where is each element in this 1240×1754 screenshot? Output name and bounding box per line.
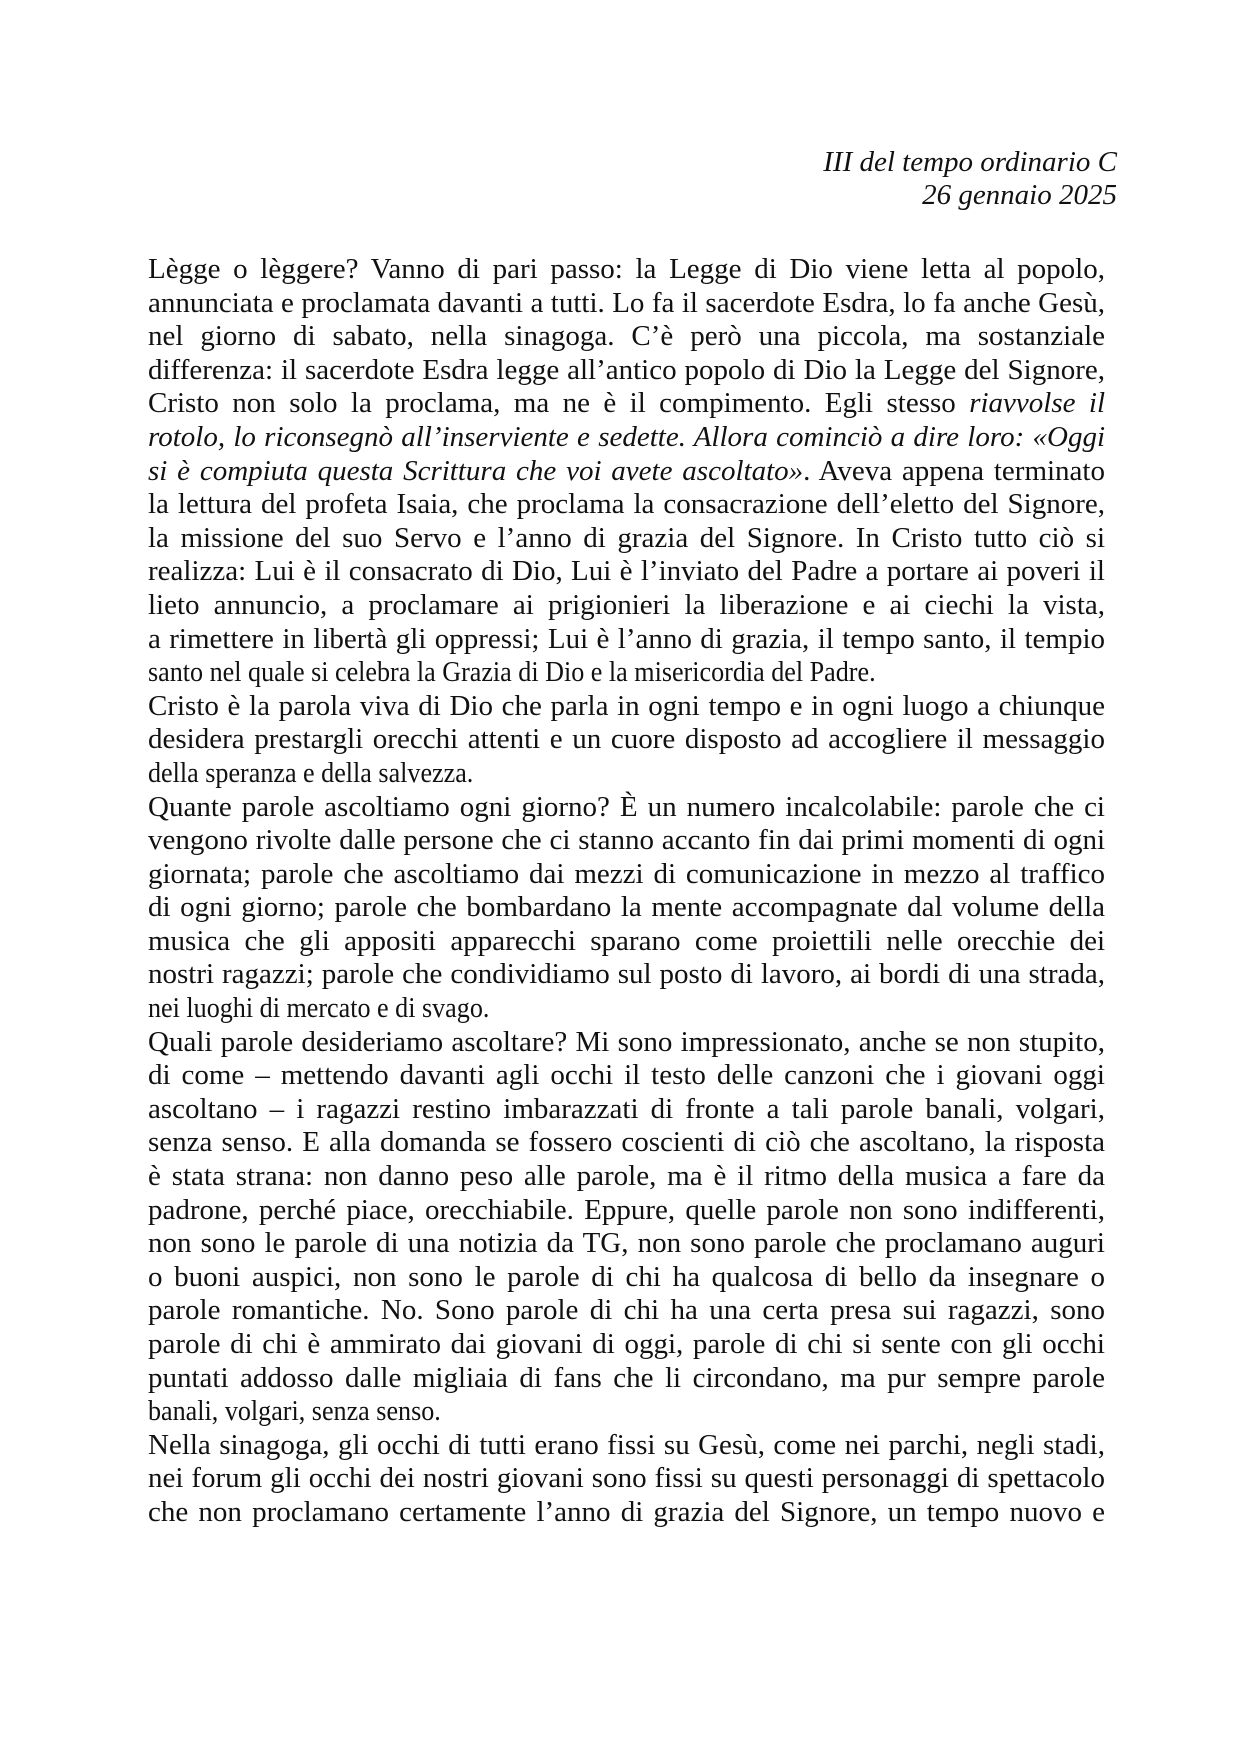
text-line [148,992,1105,1026]
text-run: Nella sinagoga, gli occhi di tutti erano fissi su Gesù, come nei parchi, negli stadi, [148,1428,1105,1461]
text-run: la lettura del profeta Isaia, che proclama la consacrazione dell’eletto del Signore, [148,488,1105,521]
text-line [148,1126,1105,1160]
text-run: padrone, perché piace, orecchiabile. Eppure, quelle parole non sono indifferenti, [148,1193,1105,1226]
text-run: parole romantiche. No. Sono parole di chi ha una certa presa sui ragazzi, sono [148,1294,1105,1327]
text-run: non sono le parole di una notizia da TG, non sono parole che proclamano auguri [148,1227,1105,1260]
homily-body-text [148,253,1105,1530]
text-line [148,421,1105,455]
scripture-quote: rotolo, lo riconsegnò all’inserviente e sedette. Allora cominciò a dire loro: «Oggi [148,420,1105,453]
text-line [148,589,1105,623]
text-run: Lègge o lèggere? Vanno di pari passo: la Legge di Dio viene letta al popolo, [148,253,1105,285]
text-line [148,1194,1105,1228]
text-run: di ogni giorno; parole che bombardano la mente accompagnate dal volume della [148,891,1105,924]
text-run: o buoni auspici, non sono le parole di chi ha qualcosa di bello da insegnare o [148,1260,1105,1293]
text-line [148,1328,1105,1362]
text-run: che non proclamano certamente l’anno di grazia del Signore, un tempo nuovo e [148,1495,1105,1528]
text-line [148,253,1105,287]
text-run: nei luoghi di mercato e di svago. [148,992,490,1025]
text-line [148,791,1105,825]
text-run: Cristo è la parola viva di Dio che parla in ogni tempo e in ogni luogo a chiunque [148,689,1105,722]
text-run: nostri ragazzi; parole che condividiamo sul posto di lavoro, ai bordi di una strada, [148,958,1105,991]
text-line [148,1294,1105,1328]
text-run: lieto annuncio, a proclamare ai prigionieri la liberazione e ai ciechi la vista, [148,588,1105,621]
text-line [148,958,1105,992]
text-line [148,1496,1105,1530]
text-line [148,1462,1105,1496]
text-run: di come – mettendo davanti agli occhi il testo delle canzoni che i giovani oggi [148,1059,1105,1092]
text-line [148,287,1105,321]
text-run: santo nel quale si celebra la Grazia di Dio e la misericordia del Padre. [148,656,876,689]
text-line [148,354,1105,388]
text-run: a rimettere in libertà gli oppressi; Lui è l’anno di grazia, il tempo santo, il tempio [148,622,1105,655]
text-line [148,925,1105,959]
text-run: . Aveva appena terminato [803,454,1105,487]
text-run: banali, volgari, senza senso. [148,1395,441,1428]
text-line [148,1227,1105,1261]
text-line [148,757,1105,791]
text-line [148,1261,1105,1295]
text-run: vengono rivolte dalle persone che ci stanno accanto fin dai primi momenti di ogni [148,824,1105,857]
text-line [148,488,1105,522]
text-run: nei forum gli occhi dei nostri giovani sono fissi su questi personaggi di spettacolo [148,1462,1105,1495]
text-line [148,1059,1105,1093]
text-line [148,1362,1105,1396]
text-line [148,824,1105,858]
liturgical-title: III del tempo ordinario C [823,146,1117,178]
text-line [148,555,1105,589]
text-line [148,858,1105,892]
text-run: annunciata e proclamata davanti a tutti. Lo fa il sacerdote Esdra, lo fa anche Gesù, [148,286,1105,319]
text-line [148,455,1105,489]
text-run: Quante parole ascoltiamo ogni giorno? È un numero incalcolabile: parole che ci [148,790,1105,823]
text-run: è stata strana: non danno peso alle parole, ma è il ritmo della musica a fare da [148,1160,1105,1193]
text-line [148,656,1105,690]
text-line [148,690,1105,724]
text-line [148,387,1105,421]
text-run: nel giorno di sabato, nella sinagoga. C’è però una piccola, ma sostanziale [148,320,1105,353]
text-run: musica che gli appositi apparecchi sparano come proiettili nelle orecchie dei [148,924,1105,957]
text-line [148,723,1105,757]
date-line: 26 gennaio 2025 [922,179,1117,211]
text-run: Quali parole desideriamo ascoltare? Mi sono impressionato, anche se non stupito, [148,1025,1105,1058]
text-run: desidera prestargli orecchi attenti e un cuore disposto ad accogliere il messaggio [148,723,1105,756]
text-run: differenza: il sacerdote Esdra legge all’antico popolo di Dio la Legge del Signore, [148,353,1105,386]
text-run: senza senso. E alla domanda se fossero coscienti di ciò che ascoltano, la risposta [148,1126,1105,1159]
text-run: giornata; parole che ascoltiamo dai mezzi di comunicazione in mezzo al traffico [148,857,1105,890]
text-run: puntati addosso dalle migliaia di fans che li circondano, ma pur sempre parole [148,1361,1105,1394]
text-line [148,522,1105,556]
text-line [148,1160,1105,1194]
text-line [148,1395,1105,1429]
text-line [148,1429,1105,1463]
text-run: realizza: Lui è il consacrato di Dio, Lui è l’inviato del Padre a portare ai poveri il [148,555,1105,588]
text-line [148,320,1105,354]
text-run: ascoltano – i ragazzi restino imbarazzati di fronte a tali parole banali, volgari, [148,1092,1105,1125]
text-line [148,1093,1105,1127]
text-run: Cristo non solo la proclama, ma ne è il compimento. Egli stesso [148,387,970,420]
page-header [823,146,1117,212]
text-run: parole di chi è ammirato dai giovani di oggi, parole di chi si sente con gli occhi [148,1328,1105,1360]
text-line [148,1026,1105,1060]
text-line [148,891,1105,925]
scripture-quote: si è compiuta questa Scrittura che voi avete ascoltato» [148,454,804,487]
scripture-quote: riavvolse il [969,387,1105,420]
text-run: della speranza e della salvezza. [148,756,474,789]
text-run: la missione del suo Servo e l’anno di grazia del Signore. In Cristo tutto ciò si [148,521,1105,554]
text-line [148,623,1105,657]
